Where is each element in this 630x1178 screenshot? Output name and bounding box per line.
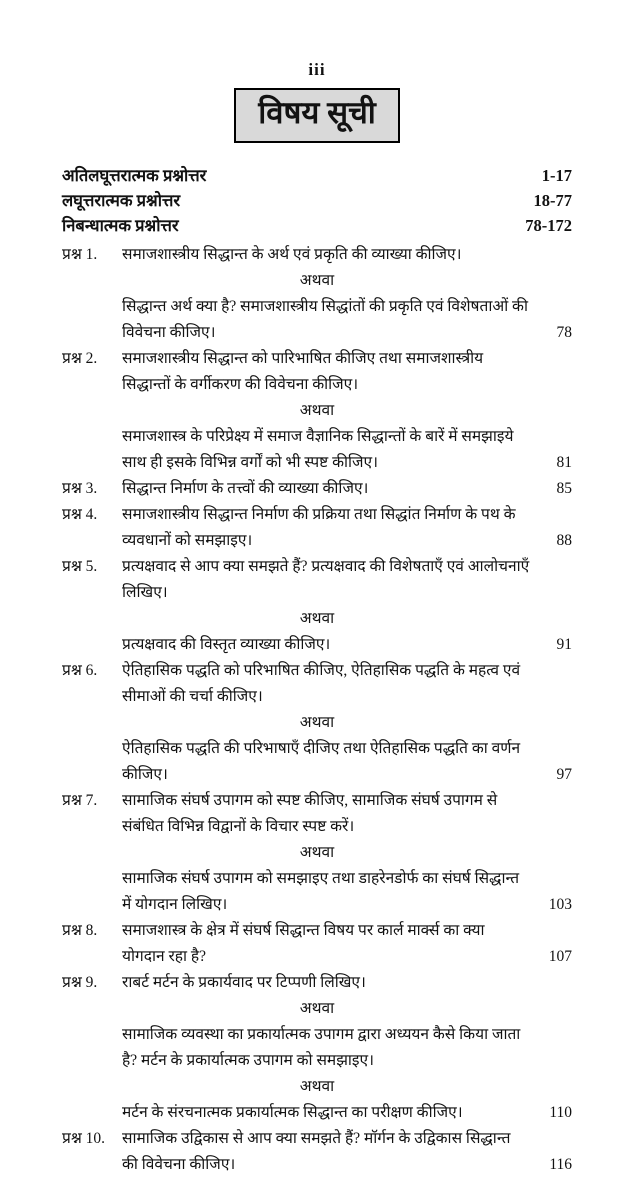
- question-text: प्रत्यक्षवाद से आप क्या समझते हैं? प्रत्यक्षवाद की विशेषताएँ एवं आलोचनाएँ लिखिए।: [122, 557, 530, 601]
- or-separator: अथवा: [299, 401, 335, 419]
- question-page-number: 85: [556, 479, 572, 497]
- section-page-range: 78-172: [525, 215, 572, 235]
- or-separator: अथवा: [299, 713, 335, 731]
- question-page-number: 97: [556, 765, 572, 783]
- question-text: सामाजिक व्यवस्था का प्रकार्यात्मक उपागम द्वारा अध्ययन कैसे किया जाता है? मर्टन के प्रकार्यात्मक उपागम को समझाइए।: [122, 1025, 521, 1069]
- question-text: सिद्धान्त निर्माण के तत्त्वों की व्याख्या कीजिए।: [122, 479, 369, 497]
- question-page-number: 110: [549, 1103, 572, 1121]
- or-separator: अथवा: [299, 609, 335, 627]
- question-text: समाजशास्त्रीय सिद्धान्त निर्माण की प्रक्रिया तथा सिद्धांत निर्माण के पथ के व्यवधानों को समझाइए।: [122, 505, 516, 549]
- question-text: सामाजिक संघर्ष उपागम को स्पष्ट कीजिए, सामाजिक संघर्ष उपागम से संबंधित विभिन्न विद्वानों के विचार स्पष्ट करें।: [122, 791, 498, 835]
- section-row: [62, 213, 572, 238]
- question-page-number: 103: [548, 895, 572, 913]
- or-separator: अथवा: [299, 843, 335, 861]
- question-part-row: [62, 918, 572, 970]
- question-page-number: 107: [548, 947, 572, 965]
- section-row: [62, 163, 572, 188]
- section-summary-list: [62, 163, 572, 238]
- question-part-row: [62, 502, 572, 554]
- question-page-number: 78: [556, 323, 572, 341]
- or-separator: अथवा: [299, 999, 335, 1017]
- question-text: राबर्ट मर्टन के प्रकार्यवाद पर टिप्पणी लिखिए।: [122, 973, 366, 991]
- question-part-row: [62, 1100, 572, 1126]
- question-text: ऐतिहासिक पद्धति की परिभाषाएँ दीजिए तथा ऐतिहासिक पद्धति का वर्णन कीजिए।: [122, 739, 521, 783]
- title-container: [62, 88, 572, 143]
- or-separator: अथवा: [299, 271, 335, 289]
- page-title: विषय सूची: [234, 88, 400, 143]
- question-label: प्रश्न 1.: [62, 245, 98, 263]
- question-part-row: [62, 788, 572, 840]
- question-page-number: 116: [549, 1155, 572, 1173]
- or-separator: अथवा: [299, 1077, 335, 1095]
- section-label: अतिलघूत्तरात्मक प्रश्नोत्तर: [62, 165, 207, 185]
- question-part-row: [62, 294, 572, 346]
- question-list: [62, 242, 572, 1178]
- section-row: [62, 188, 572, 213]
- question-label: प्रश्न 5.: [62, 557, 98, 575]
- section-label: लघूत्तरात्मक प्रश्नोत्तर: [62, 190, 181, 210]
- question-part-row: [62, 554, 572, 606]
- question-label: प्रश्न 3.: [62, 479, 98, 497]
- section-page-range: 18-77: [533, 190, 572, 210]
- question-page-number: 88: [556, 531, 572, 549]
- question-label: प्रश्न 2.: [62, 349, 98, 367]
- question-part-row: [62, 970, 572, 996]
- question-part-row: [62, 736, 572, 788]
- page-number-top: iii: [308, 60, 326, 79]
- question-part-row: [62, 1126, 572, 1178]
- question-page-number: 81: [556, 453, 572, 471]
- question-text: समाजशास्त्रीय सिद्धान्त को पारिभाषित कीजिए तथा समाजशास्त्रीय सिद्धान्तों के वर्गीकरण की विवेचना कीजिए।: [122, 349, 484, 393]
- section-page-range: 1-17: [541, 165, 572, 185]
- question-text: ऐतिहासिक पद्धति को परिभाषित कीजिए, ऐतिहासिक पद्धति के महत्व एवं सीमाओं की चर्चा कीजिए।: [122, 661, 521, 705]
- question-label: प्रश्न 10.: [62, 1129, 106, 1147]
- question-text: समाजशास्त्र के परिप्रेक्ष्य में समाज वैज्ञानिक सिद्धान्तों के बारें में समझाइये साथ ही इसके विभिन्न वर्गों को भी स्पष्ट कीजिए।: [122, 427, 514, 471]
- question-label: प्रश्न 9.: [62, 973, 98, 991]
- question-part-row: [62, 1022, 572, 1074]
- question-label: प्रश्न 8.: [62, 921, 98, 939]
- question-label: प्रश्न 7.: [62, 791, 98, 809]
- question-text: सिद्धान्त अर्थ क्या है? समाजशास्त्रीय सिद्धांतों की प्रकृति एवं विशेषताओं की विवेचना कीजिए।: [122, 297, 528, 341]
- question-text: सामाजिक संघर्ष उपागम को समझाइए तथा डाहरेनडोर्फ का संघर्ष सिद्धान्त में योगदान लिखिए।: [122, 869, 520, 913]
- question-page-number: 91: [556, 635, 572, 653]
- question-part-row: [62, 632, 572, 658]
- question-text: समाजशास्त्रीय सिद्धान्त के अर्थ एवं प्रकृति की व्याख्या कीजिए।: [122, 245, 462, 263]
- question-part-row: [62, 346, 572, 398]
- question-text: समाजशास्त्र के क्षेत्र में संघर्ष सिद्धान्त विषय पर कार्ल मार्क्स का क्या योगदान रहा है?: [122, 921, 485, 965]
- question-text: मर्टन के संरचनात्मक प्रकार्यात्मक सिद्धान्त का परीक्षण कीजिए।: [122, 1103, 463, 1121]
- question-part-row: [62, 242, 572, 268]
- section-label: निबन्धात्मक प्रश्नोत्तर: [62, 215, 179, 235]
- question-label: प्रश्न 6.: [62, 661, 98, 679]
- question-part-row: [62, 658, 572, 710]
- question-text: सामाजिक उद्विकास से आप क्या समझते हैं? मॉर्गन के उद्विकास सिद्धान्त की विवेचना कीजिए।: [122, 1129, 511, 1173]
- question-label: प्रश्न 4.: [62, 505, 98, 523]
- question-part-row: [62, 866, 572, 918]
- question-text: प्रत्यक्षवाद की विस्तृत व्याख्या कीजिए।: [122, 635, 331, 653]
- question-part-row: [62, 424, 572, 476]
- question-part-row: [62, 476, 572, 502]
